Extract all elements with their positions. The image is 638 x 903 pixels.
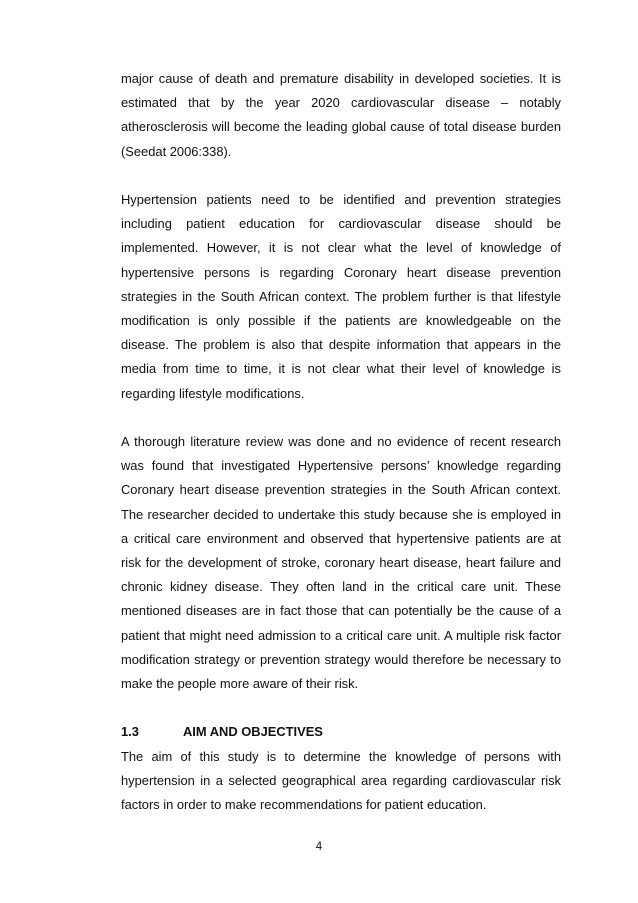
section-number: 1.3 — [121, 724, 139, 740]
page-number: 4 — [315, 841, 323, 853]
paragraph-disease-burden: major cause of death and premature disability in developed societies. It is estimated that by the year 2020 cardiovascular disease – notably atherosclerosis will become the leading global cause of total disease burden (Seedat 2006:338). — [121, 71, 561, 159]
paragraph-hypertension-strategies: Hypertension patients need to be identified and prevention strategies including patient education for cardiovascular disease should be implemented. However, it is not clear what the level of knowledge of hypertensive persons is regarding Coronary heart disease prevention strategies in the South African context. The problem further is that lifestyle modification is only possible if the patients are knowledgeable on the disease. The problem is also that despite information that appears in the media from time to time, it is not clear what their level of knowledge is regarding lifestyle modifications. — [121, 192, 561, 401]
section-title: AIM AND OBJECTIVES — [183, 724, 323, 740]
paragraph-aim: The aim of this study is to determine the knowledge of persons with hypertension in a selected geographical area regarding cardiovascular risk factors in order to make recommendations for patient education. — [121, 748, 561, 813]
page-body — [121, 67, 561, 817]
section-heading — [121, 720, 561, 744]
paragraph-literature-review: A thorough literature review was done and no evidence of recent research was found that investigated Hypertensive persons’ knowledge regarding Coronary heart disease prevention strategies in the South African context. The researcher decided to undertake this study because she is employed in a critical care environment and observed that hypertensive patients are at risk for the development of stroke, coronary heart disease, heart failure and chronic kidney disease. They often land in the critical care unit. These mentioned diseases are in fact those that can potentially be the cause of a patient that might need admission to a critical care unit. A multiple risk factor modification strategy or prevention strategy would therefore be necessary to make the people more aware of their risk. — [121, 434, 561, 692]
